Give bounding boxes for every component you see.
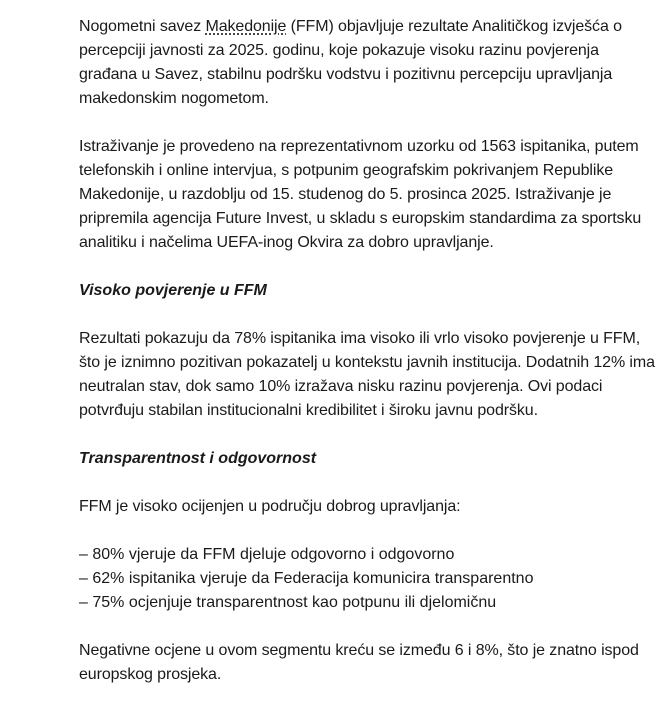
- article-body: [79, 15, 659, 711]
- method-paragraph: Istraživanje je provedeno na reprezentativnom uzorku od 1563 ispitanika, putem telefonskih i online intervjua, s potpunim geografskim pokrivanjem Republike Makedonije, u razdoblju od 15. studenog do 5. prosinca 2025. Istraživanje je pripremila agencija Future Invest, u skladu s europskim standardima za sportsku analitiku i načelima UEFA-inog Okvira za dobro upravljanje.: [79, 138, 642, 251]
- intro-text-before: Nogometni savez: [79, 18, 206, 35]
- heading-transparency: Transparentnost i odgovornost: [79, 450, 317, 467]
- governance-intro: FFM je visoko ocijenjen u području dobrog upravljanja:: [79, 498, 461, 515]
- list-item: – 75% ocjenjuje transparentnost kao potpunu ili djelomičnu: [79, 594, 497, 611]
- makedonija-link[interactable]: Makedonije: [205, 18, 287, 35]
- trust-paragraph: Rezultati pokazuju da 78% ispitanika ima visoko ili vrlo visoko povjerenje u FFM, što je iznimno pozitivan pokazatelj u kontekstu javnih institucija. Dodatnih 12% ima neutralan stav, dok samo 10% izražava nisku razinu povjerenja. Ovi podaci potvrđuju stabilan institucionalni kredibilitet i široku javnu podršku.: [79, 330, 655, 419]
- governance-list: [79, 543, 659, 615]
- intro-paragraph: [79, 15, 659, 111]
- list-item: – 80% vjeruje da FFM djeluje odgovorno i odgovorno: [79, 546, 455, 563]
- intro-text-after: (FFM) objavljuje rezultate Analitičkog izvješća o percepciji javnosti za 2025. godinu, koje pokazuje visoku razinu povjerenja građana u Savez, stabilnu podršku vodstvu i pozitivnu percepciju upravljanja makedonskim nogometom.: [79, 18, 622, 107]
- negative-paragraph: Negativne ocjene u ovom segmentu kreću se između 6 i 8%, što je znatno ispod europskog prosjeka.: [79, 642, 639, 683]
- list-item: – 62% ispitanika vjeruje da Federacija komunicira transparentno: [79, 570, 534, 587]
- heading-trust: Visoko povjerenje u FFM: [79, 282, 267, 299]
